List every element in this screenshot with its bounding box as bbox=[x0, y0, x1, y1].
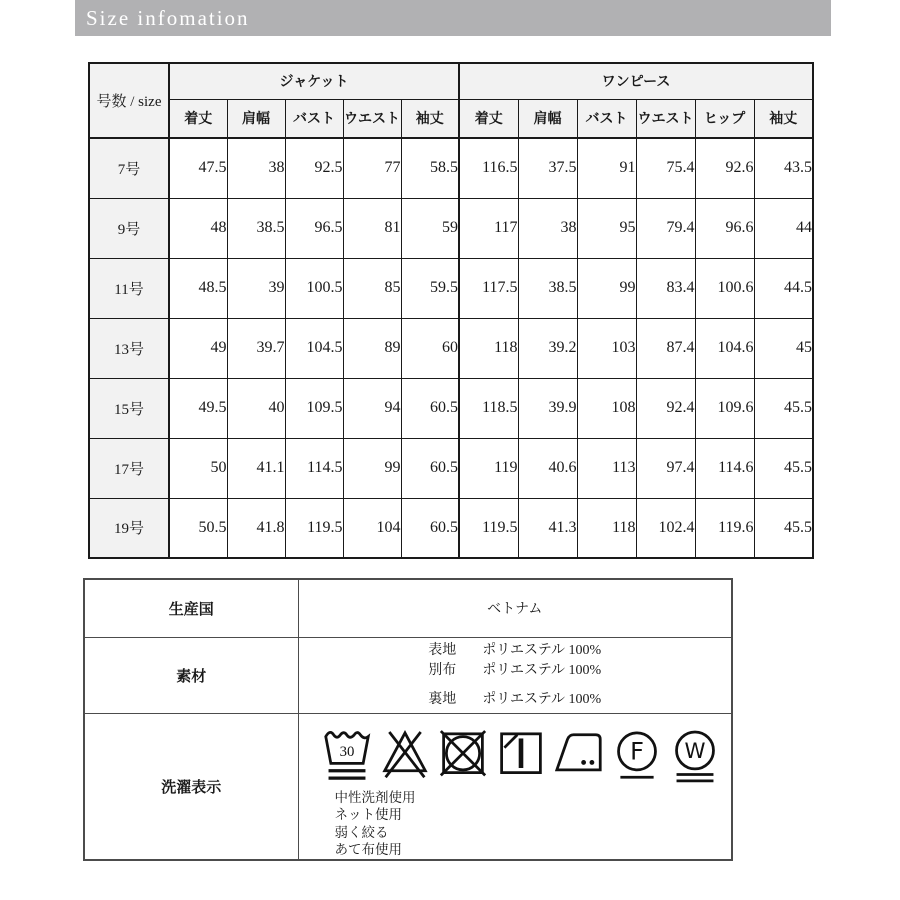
size-cell: 39 bbox=[227, 258, 285, 318]
table-row bbox=[89, 378, 813, 438]
wash-tub-30-very-gentle-icon bbox=[323, 726, 371, 786]
size-cell: 58.5 bbox=[401, 138, 459, 198]
size-cell: 85 bbox=[343, 258, 401, 318]
size-cell: 97.4 bbox=[636, 438, 695, 498]
size-cell: 44.5 bbox=[754, 258, 813, 318]
size-cell: 50 bbox=[169, 438, 227, 498]
size-cell: 45.5 bbox=[754, 438, 813, 498]
hang-dry-in-shade-icon bbox=[497, 726, 545, 786]
size-cell: 45 bbox=[754, 318, 813, 378]
material-item bbox=[428, 641, 601, 661]
group-header-jacket: ジャケット bbox=[169, 63, 459, 99]
table-row bbox=[89, 318, 813, 378]
size-cell: 119.5 bbox=[459, 498, 518, 558]
size-row-label: 17号 bbox=[89, 438, 169, 498]
wet-clean-letter: W bbox=[684, 738, 705, 764]
material-composition: ポリエステル 100% bbox=[482, 691, 602, 707]
size-cell: 38 bbox=[518, 198, 577, 258]
size-cell: 40.6 bbox=[518, 438, 577, 498]
size-cell: 103 bbox=[577, 318, 636, 378]
size-row-label: 9号 bbox=[89, 198, 169, 258]
material-list bbox=[428, 641, 601, 710]
care-note: 中性洗剤使用 bbox=[334, 789, 416, 805]
size-cell: 39.9 bbox=[518, 378, 577, 438]
size-cell: 45.5 bbox=[754, 498, 813, 558]
page-title: Size infomation bbox=[86, 6, 250, 30]
material-item bbox=[428, 690, 601, 710]
size-cell: 92.4 bbox=[636, 378, 695, 438]
size-cell: 95 bbox=[577, 198, 636, 258]
material-row bbox=[84, 637, 732, 713]
size-cell: 48 bbox=[169, 198, 227, 258]
size-cell: 59.5 bbox=[401, 258, 459, 318]
size-cell: 118.5 bbox=[459, 378, 518, 438]
size-cell: 38.5 bbox=[227, 198, 285, 258]
size-cell: 119 bbox=[459, 438, 518, 498]
material-composition: ポリエステル 100% bbox=[482, 642, 602, 658]
column-header: ウエスト bbox=[636, 99, 695, 138]
column-header: 肩幅 bbox=[518, 99, 577, 138]
column-header: 着丈 bbox=[169, 99, 227, 138]
country-value: ベトナム bbox=[298, 579, 732, 637]
size-row-label: 13号 bbox=[89, 318, 169, 378]
size-cell: 92.6 bbox=[695, 138, 754, 198]
size-cell: 99 bbox=[343, 438, 401, 498]
size-cell: 92.5 bbox=[285, 138, 343, 198]
size-cell: 60.5 bbox=[401, 438, 459, 498]
size-cell: 38 bbox=[227, 138, 285, 198]
size-cell: 37.5 bbox=[518, 138, 577, 198]
country-row bbox=[84, 579, 732, 637]
care-note: 弱く絞る bbox=[334, 824, 389, 840]
product-info-table bbox=[83, 578, 733, 861]
column-header: バスト bbox=[577, 99, 636, 138]
material-part: 表地 bbox=[428, 642, 457, 658]
material-part: 別布 bbox=[428, 662, 457, 678]
size-cell: 60 bbox=[401, 318, 459, 378]
size-cell: 100.5 bbox=[285, 258, 343, 318]
wet-clean-very-gentle-icon bbox=[671, 726, 719, 786]
size-row-label: 7号 bbox=[89, 138, 169, 198]
table-row bbox=[89, 258, 813, 318]
material-part: 裏地 bbox=[428, 691, 457, 707]
size-cell: 40 bbox=[227, 378, 285, 438]
dry-clean-letter: F bbox=[629, 737, 644, 766]
size-cell: 118 bbox=[459, 318, 518, 378]
material-value-cell bbox=[298, 637, 732, 713]
size-table bbox=[88, 62, 814, 559]
size-row-label: 19号 bbox=[89, 498, 169, 558]
care-note: ネット使用 bbox=[334, 807, 402, 822]
size-cell: 41.8 bbox=[227, 498, 285, 558]
size-cell: 38.5 bbox=[518, 258, 577, 318]
size-cell: 79.4 bbox=[636, 198, 695, 258]
size-cell: 99 bbox=[577, 258, 636, 318]
size-cell: 41.1 bbox=[227, 438, 285, 498]
column-header: ヒップ bbox=[695, 99, 754, 138]
group-header-onepiece: ワンピース bbox=[459, 63, 813, 99]
table-row bbox=[89, 498, 813, 558]
size-cell: 91 bbox=[577, 138, 636, 198]
size-cell: 77 bbox=[343, 138, 401, 198]
size-cell: 75.4 bbox=[636, 138, 695, 198]
table-row bbox=[89, 198, 813, 258]
size-cell: 94 bbox=[343, 378, 401, 438]
material-item bbox=[428, 661, 601, 681]
size-cell: 96.5 bbox=[285, 198, 343, 258]
size-cell: 50.5 bbox=[169, 498, 227, 558]
size-cell: 114.6 bbox=[695, 438, 754, 498]
size-cell: 49.5 bbox=[169, 378, 227, 438]
size-cell: 108 bbox=[577, 378, 636, 438]
care-label: 洗濯表示 bbox=[84, 713, 298, 860]
size-cell: 109.5 bbox=[285, 378, 343, 438]
size-cell: 47.5 bbox=[169, 138, 227, 198]
care-row bbox=[84, 713, 732, 860]
header-bar bbox=[75, 0, 831, 36]
size-cell: 60.5 bbox=[401, 378, 459, 438]
size-cell: 44 bbox=[754, 198, 813, 258]
column-header: 肩幅 bbox=[227, 99, 285, 138]
size-cell: 60.5 bbox=[401, 498, 459, 558]
size-cell: 83.4 bbox=[636, 258, 695, 318]
size-cell: 104 bbox=[343, 498, 401, 558]
size-cell: 104.6 bbox=[695, 318, 754, 378]
do-not-bleach-icon bbox=[381, 726, 429, 786]
size-cell: 89 bbox=[343, 318, 401, 378]
country-label: 生産国 bbox=[84, 579, 298, 637]
size-cell: 43.5 bbox=[754, 138, 813, 198]
size-cell: 59 bbox=[401, 198, 459, 258]
column-header: バスト bbox=[285, 99, 343, 138]
dry-clean-f-gentle-icon bbox=[613, 726, 661, 786]
size-cell: 114.5 bbox=[285, 438, 343, 498]
size-cell: 81 bbox=[343, 198, 401, 258]
size-cell: 113 bbox=[577, 438, 636, 498]
column-header: 着丈 bbox=[459, 99, 518, 138]
table-row bbox=[89, 138, 813, 198]
table-subheader-row bbox=[89, 99, 813, 138]
size-cell: 109.6 bbox=[695, 378, 754, 438]
material-composition: ポリエステル 100% bbox=[482, 662, 602, 678]
size-cell: 102.4 bbox=[636, 498, 695, 558]
size-row-label: 15号 bbox=[89, 378, 169, 438]
iron-medium-two-dots-icon bbox=[555, 726, 603, 786]
size-cell: 118 bbox=[577, 498, 636, 558]
size-cell: 39.7 bbox=[227, 318, 285, 378]
size-cell: 96.6 bbox=[695, 198, 754, 258]
table-group-header-row bbox=[89, 63, 813, 99]
column-header: 袖丈 bbox=[401, 99, 459, 138]
size-cell: 117 bbox=[459, 198, 518, 258]
do-not-tumble-dry-icon bbox=[439, 726, 487, 786]
care-notes bbox=[335, 789, 732, 859]
size-cell: 117.5 bbox=[459, 258, 518, 318]
size-cell: 48.5 bbox=[169, 258, 227, 318]
corner-header: 号数 / size bbox=[89, 63, 169, 138]
care-icon-strip bbox=[323, 726, 732, 786]
wash-temperature: 30 bbox=[339, 743, 354, 760]
care-note: あて布使用 bbox=[334, 842, 402, 857]
material-label: 素材 bbox=[84, 637, 298, 713]
column-header: 袖丈 bbox=[754, 99, 813, 138]
size-cell: 100.6 bbox=[695, 258, 754, 318]
size-cell: 104.5 bbox=[285, 318, 343, 378]
size-cell: 116.5 bbox=[459, 138, 518, 198]
size-cell: 119.5 bbox=[285, 498, 343, 558]
table-row bbox=[89, 438, 813, 498]
size-cell: 39.2 bbox=[518, 318, 577, 378]
size-row-label: 11号 bbox=[89, 258, 169, 318]
size-cell: 119.6 bbox=[695, 498, 754, 558]
size-cell: 45.5 bbox=[754, 378, 813, 438]
size-cell: 49 bbox=[169, 318, 227, 378]
size-cell: 87.4 bbox=[636, 318, 695, 378]
column-header: ウエスト bbox=[343, 99, 401, 138]
size-cell: 41.3 bbox=[518, 498, 577, 558]
care-value-cell bbox=[298, 713, 732, 860]
